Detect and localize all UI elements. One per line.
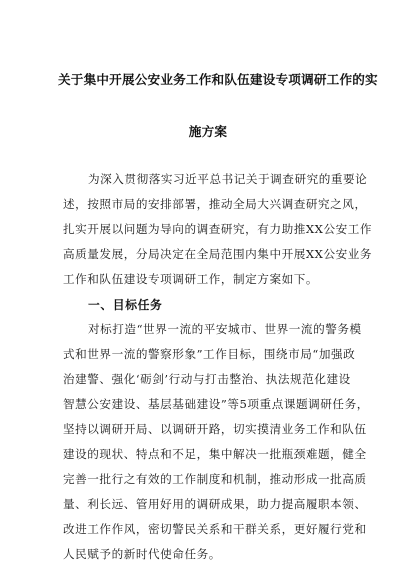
section-paragraph-line: 完善一批行之有效的工作制度和机制，推动形成一批高质 [63,472,367,486]
section-paragraph-line: 人民赋予的新时代使命任务。 [63,547,221,561]
section-paragraph-line: 坚持以调研开局、以调研开路，切实摸清业务工作和队伍 [63,422,367,436]
section-paragraph-line: 建设的现状、特点和不足，集中解决一批瓶颈难题，健全 [63,447,367,461]
intro-paragraph-line: 为深入贯彻落实习近平总书记关于调查研究的重要论 [88,172,368,186]
section-paragraph-line: 对标打造“世界一流的平安城市、世界一流的警务模 [88,322,362,336]
intro-paragraph-line: 高质量发展，分局决定在全局范围内集中开展XX公安业务 [63,247,373,261]
section-heading: 一、目标任务 [88,298,163,312]
section-paragraph-line: 治建警、强化‘砺剑’行动与打击整治、执法规范化建设 [63,372,351,386]
section-paragraph-line: 改进工作作风，密切警民关系和干群关系，更好履行党和 [63,522,367,536]
document-title-line-2: 施方案 [188,124,228,139]
document-title-line-1: 关于集中开展公安业务工作和队伍建设专项调研工作的实 [58,72,378,87]
section-paragraph-line: 量、利长远、管用好用的调研成果，助力提高履职本领、 [63,497,367,511]
intro-paragraph-line: 工作和队伍建设专项调研工作，制定方案如下。 [63,272,319,286]
section-paragraph-line: 智慧公安建设、基层基础建设”等5项重点课题调研任务， [63,397,369,411]
intro-paragraph-line: 述，按照市局的安排部署，推动全局大兴调查研究之风， [63,197,367,211]
intro-paragraph-line: 扎实开展以问题为导向的调查研究，有力助推XX公安工作 [63,222,373,236]
section-paragraph-line: 式和世界一流的警察形象”工作目标，围绕市局“加强政 [63,347,356,361]
